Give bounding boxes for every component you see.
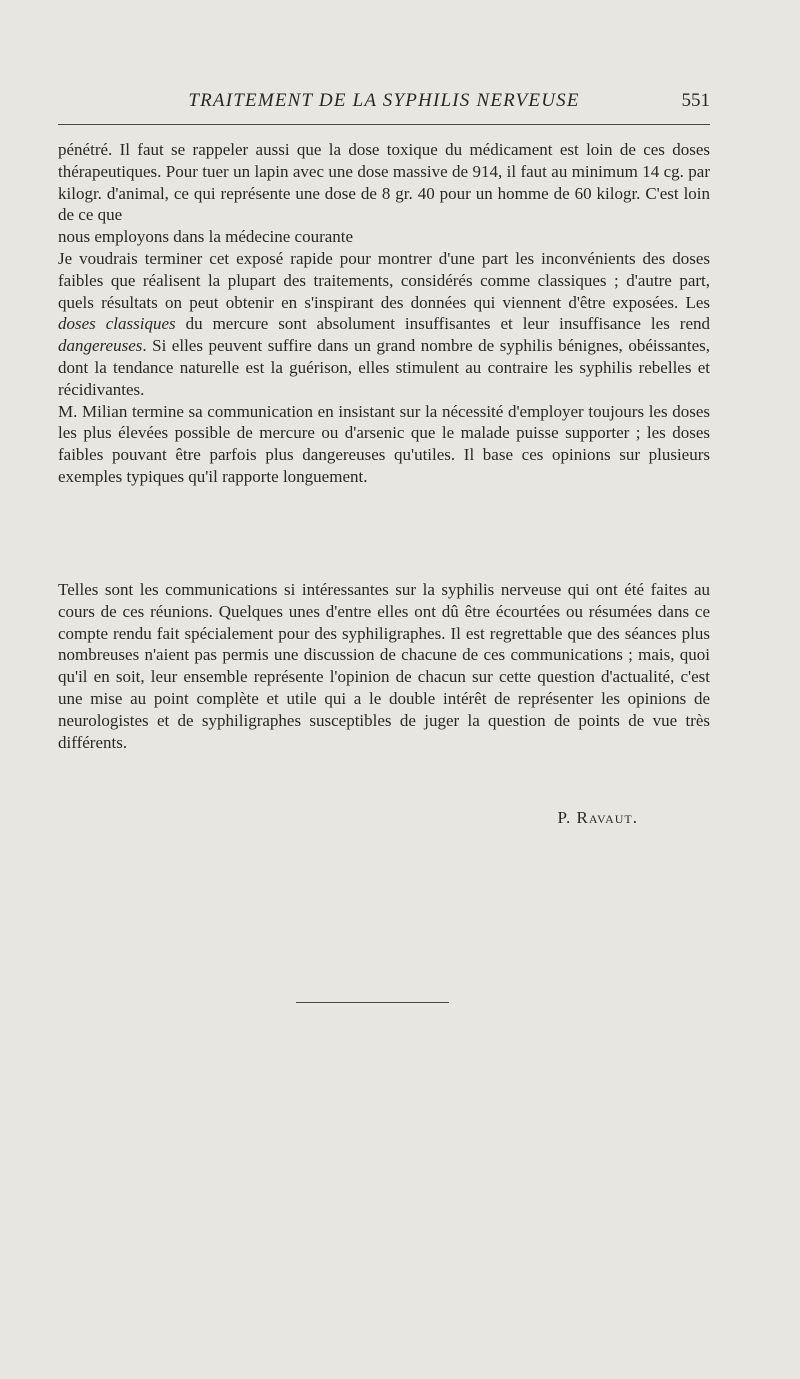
text-section-2 [58, 579, 710, 753]
paragraph-2-italic-dangereuses: dangereuses [58, 336, 143, 356]
paragraph-1-line-5: nous employons dans la médecine courante [58, 227, 354, 247]
paragraph-4: Telles sont les communications si intéressantes sur la syphilis nerveuse qui ont été faites au cours de ces réunions. Quelques unes d'entre elles ont dû être écourtées ou résumées dans ce compte rendu fait spécialement pour des syphiligraphes. Il est regrettable que des séances plus nombreuses n'aient pas permis une discussion de chacune de ces communications ; mais, quoi qu'il en soit, leur ensemble représente l'opinion de chacun sur cette question d'actualité, c'est une mise au point complète et utile qui a le double intérêt de représenter les opinions de neurologistes et de syphiligraphes susceptibles de juger la question de points de vue très différents. [58, 580, 710, 752]
paragraph-2-text-c: . Si elles peuvent suffire dans un grand nombre de syphilis bénignes, obéissantes, dont la tendance naturelle est la guérison, elles stimulent au contraire les syphilis rebelles et récidivantes. [58, 336, 710, 399]
paragraph-2-italic-doses-classiques: doses classiques [58, 314, 176, 334]
text-section-1 [58, 139, 710, 488]
paragraph-1-line-3: de 914, il faut au minimum 14 cg. par kilogr. d'animal, ce qui représente [58, 161, 710, 203]
author-signature [58, 808, 638, 828]
header-rule [58, 124, 710, 125]
paragraph-2-text-a: Je voudrais terminer cet exposé rapide pour montrer d'une part les inconvénients des doses faibles que réalisent la plupart des traitements, considérés comme classiques ; d'autre part, quels résultats on peut obtenir en s'inspirant des données qui viennent d'être exposées. Les [58, 248, 710, 312]
end-rule [296, 1002, 449, 1003]
author-name: P. Ravaut. [557, 808, 638, 827]
paragraph-3: M. Milian termine sa communication en insistant sur la nécessité d'employer toujours les doses les plus élevées possible de mercure ou d'arsenic que le malade puisse supporter ; les doses faibles pouvant être parfois plus dangereuses qu'utiles. Il base ces opinions sur plusieurs exemples typiques qu'il rapporte longuement. [58, 401, 710, 486]
running-head [58, 88, 710, 118]
paragraph-1 [58, 139, 710, 248]
paragraph-1-line-4: une dose de 8 gr. 40 pour un homme de 60 kilogr. C'est loin de ce que [58, 183, 711, 225]
paragraph-1-line-2: loin de ces doses thérapeutiques. Pour tuer un lapin avec une dose massive [58, 140, 711, 181]
paragraph-2 [58, 248, 710, 401]
page-number: 551 [681, 90, 710, 111]
running-title: TRAITEMENT DE LA SYPHILIS NERVEUSE [188, 90, 580, 111]
paragraph-2-text-b: du mercure sont absolument insuffisantes et leur insuffisance les rend [175, 314, 710, 334]
paragraph-1-line-1: pénétré. Il faut se rappeler aussi que la dose toxique du médicament est [58, 140, 579, 159]
